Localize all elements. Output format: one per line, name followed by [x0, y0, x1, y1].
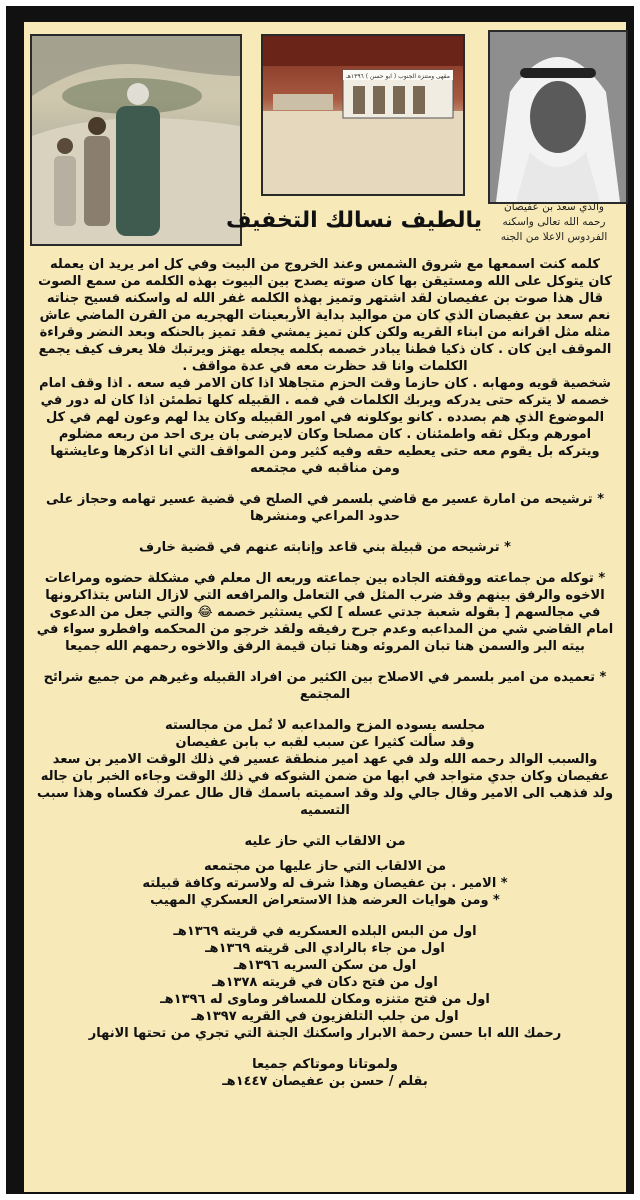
titles-line: من الالقاب التي حاز عليها من مجتمعه: [203, 859, 447, 874]
first-item: اول من جاء بالرادي الى قريته ١٣٦٩هـ: [205, 941, 445, 956]
bullet-item: * توكله من جماعته ووقفته الجاده بين جماعته وربعه ال معلم في مشكلة حضوه ومراعات الاخوه والرفق بينهم وقد ضرب المثل في التعامل والمرافعه التي لازال الناس يتذاكرونها في مجالسهم [ بقوله شعبة جدتي عسله ] لكي يستثير خصمه 😂 والتي جعل من الدعوى امام القاضي شي من المداعبه وعدم جرح رفيقه ولقد خرجو من المحكمه وافطرو سواء في بيته البر والسمن هنا تبان المروئه وهنا تبان قيمة الرفق والاخوه رحمهم الله جميعا: [36, 571, 614, 654]
page-title: يالطيف نسالك التخفيف: [225, 208, 483, 233]
caption-line: الفردوس الاعلا من الجنه: [500, 231, 608, 243]
photo-father: [488, 30, 628, 204]
poster: [24, 22, 626, 1192]
titles-line: * ومن هوايات العرضه هذا الاستعراض العسكري المهيب: [150, 893, 500, 908]
titles-heading: من الالقاب التي حاز عليه: [244, 834, 406, 849]
first-item: اول من فتح متنزه ومكان للمسافر وماوى له ١٣٩٦هـ: [160, 992, 490, 1007]
intro-paragraph: كان يتوكل على الله ومستيقن بها كان صوته يصدح بين البيوت بهذه الكلمه من سمع الصوت قال هذا صوت بن عفيصان لقد اشتهر وتميز بهذه الكلمه غفر الله له واسكنه فسيح جناته نعم سعد بن عفيصان الذي كان من مواليد بداية الأربعينات الهجريه من القرن الماضي عاش مثله مثل اقرانه من ابناء القريه ولكن كلن تميز يمشي فقد تميز بالحنكه وبعد النضر وقراءة الموقف اين كان . كان ذكيا فطنا يبادر خصمه بكلمه يجعله يهتز ويرتبك فلا يعرف كيف يجمع الكلمات وانا قد حظرت معه في عدة مواقف .: [38, 274, 612, 374]
bullet-item: * ترشيحه من قبيلة بني قاعد وإنابته عنهم في قضية خارف: [139, 540, 511, 555]
first-item: اول من البس البلده العسكريه في قريته ١٣٦٩هـ: [173, 924, 477, 939]
cafe-sign: مقهى ومتنزه الجنوب ( ابو حسن ) ١٣٩٦هـ: [345, 73, 451, 80]
intro-paragraph: شخصية قويه ومهابه . كان حازما وقت الحزم متجاهلا اذا كان الامر فيه سعه . اذا وقف امام خصمه لا يتركه حتى يدركه ويربك الكلمات في فمه . القبيله كلها تطمئن اذا كان له دور في الموضوع الذي هم بصدده . كانو يوكلونه في امور القبيله وكان يدا لهم وعون لهم في كل امورهم وبكل ثقه واطمئنان . كان مصلحا وكان لايرضى بان يرى احد من ربعه مضلوم ويتركه بل يقوم معه حتى يعطيه حقه وفيه كثير ومن المواقف التي انا اذكرها وعايشتها ومن مناقبه في مجتمعه: [39, 376, 611, 476]
caption-line: رحمه الله تعالى واسكنه: [502, 216, 606, 228]
bullet-item: * ترشيحه من امارة عسير مع قاضي بلسمر في الصلح في قضية عسير تهامه وحجاز على حدود المراعي ومنشرها: [45, 492, 605, 524]
majlis-line: وقد سألت كثيرا عن سبب لقبه ب بابن عفيصان: [175, 735, 475, 750]
poster-frame: [6, 6, 634, 1194]
majlis-line: مجلسه يسوده المزح والمداعبه لا تُمل من مجالسته: [164, 718, 486, 733]
photo-family: [30, 34, 242, 246]
caption-line: والدي سعد بن عفيصان: [504, 201, 604, 213]
first-item: اول من فتح دكان في قريته ١٣٧٨هـ: [212, 975, 438, 990]
first-item: اول من سكن السريه ١٣٩٦هـ: [233, 958, 417, 973]
first-item: اول من جلب التلفزيون في القريه ١٣٩٧هـ: [191, 1009, 459, 1024]
closing-line: ولموتانا وموتاكم جميعا: [252, 1057, 398, 1072]
photo-caption: [482, 200, 626, 245]
photo-cafe: [261, 34, 465, 196]
prayer: رحمك الله ابا حسن رحمة الابرار واسكنك الجنة التي تجري من تحتها الانهار: [88, 1026, 562, 1041]
signature: بقلم / حسن بن عفيصان ١٤٤٧هـ: [222, 1074, 428, 1089]
titles-line: * الامير . بن عفيصان وهذا شرف له ولاسرته وكافة قبيلته: [142, 876, 508, 891]
article-body: [36, 256, 614, 1090]
intro-paragraph: كلمه كنت اسمعها مع شروق الشمس وعند الخروج من البيت وفي كل امر يريد ان يعمله: [50, 257, 600, 272]
bullet-item: * تعميده من امير بلسمر في الاصلاح بين الكثير من افراد القبيله وغيرهم من جميع شرائح المجتمع: [43, 670, 607, 702]
majlis-line: والسبب الوالد رحمه الله ولد في عهد امير منطقة عسير في ذلك الوقت الامير بن سعد عفيصان وكان جدي متواجد في ابها من ضمن الشوكه في ذلك الوقت وجاءه الخبر بان جاله ولد فذهب الى الامير وقال جالي ولد وقد اسميته باسمك قال طال عمرك فكساه وهذا سبب التسميه: [36, 752, 614, 818]
